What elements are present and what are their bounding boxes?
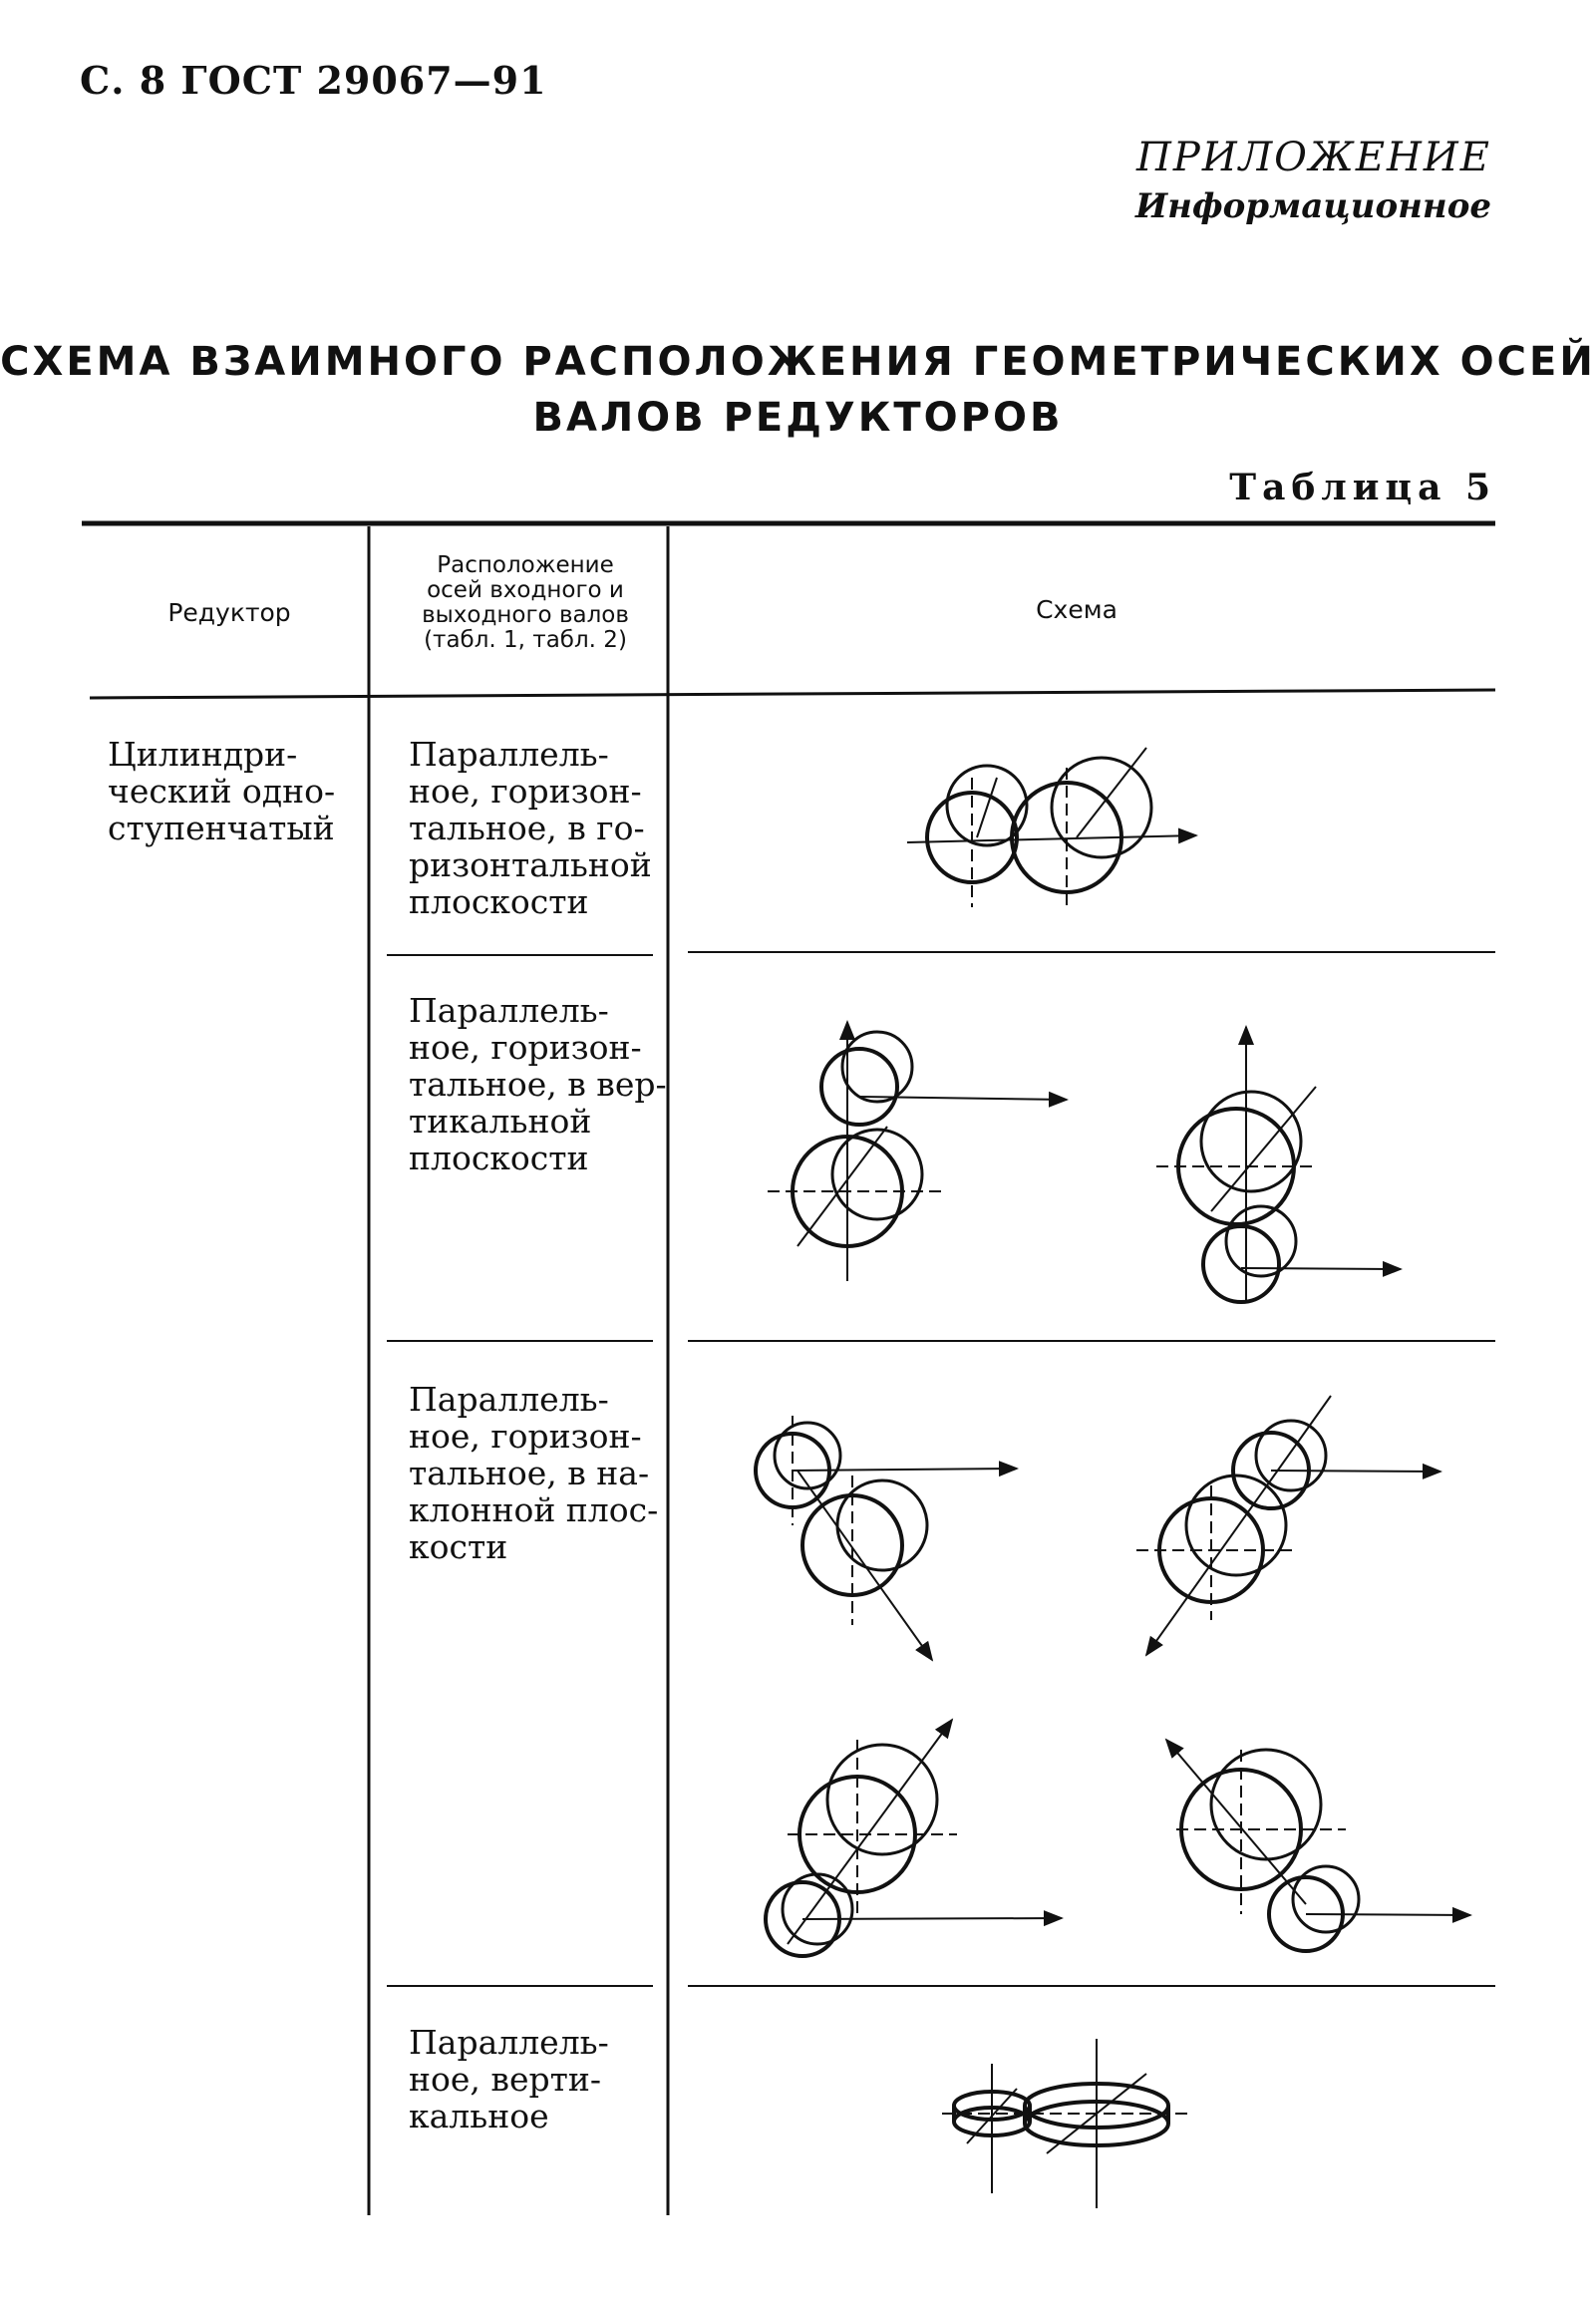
column-header-axes-line: осей входного и (427, 577, 624, 603)
reducer-type-line: Цилиндри- (108, 735, 298, 774)
scheme-inclined-plane-1 (756, 1416, 1017, 1660)
axes-line: ное, горизон- (409, 1417, 642, 1456)
axes-line: Параллель- (409, 1380, 609, 1419)
axes-line: кальное (409, 2097, 549, 2135)
axes-line: ризонтальной (409, 845, 652, 884)
appendix-subtitle: Информационное (1135, 186, 1491, 226)
scheme-inclined-plane-4 (1166, 1740, 1470, 1951)
axes-line: тальное, в го- (409, 809, 645, 847)
reducer-type-line: ступенчатый (108, 809, 335, 847)
axes-line: ное, горизон- (409, 772, 642, 811)
axes-line: плоскости (409, 1139, 589, 1177)
axes-line: ное, горизон- (409, 1028, 642, 1067)
column-header-axes-line: (табл. 1, табл. 2) (424, 627, 627, 653)
axes-line: Параллель- (409, 2023, 609, 2062)
scheme-vertical-axes (942, 2039, 1191, 2208)
scheme-inclined-plane-3 (766, 1720, 1062, 1956)
axes-line: плоскости (409, 882, 589, 921)
column-header-axes-line: Расположение (437, 552, 614, 578)
axes-line: кости (409, 1527, 508, 1566)
axes-line: Параллель- (409, 991, 609, 1030)
axes-line: клонной плос- (409, 1490, 659, 1529)
scheme-vertical-plane-left (768, 1022, 1067, 1281)
axes-line: тикальной (409, 1102, 592, 1141)
heading-line-2: ВАЛОВ РЕДУКТОРОВ (532, 395, 1064, 441)
heading-line-1: СХЕМА ВЗАИМНОГО РАСПОЛОЖЕНИЯ ГЕОМЕТРИЧЕСКИХ ОСЕЙ (0, 339, 1596, 385)
axes-line: тальное, в вер- (409, 1065, 667, 1104)
scheme-inclined-plane-2 (1136, 1396, 1440, 1655)
table-label: Таблица 5 (1229, 467, 1496, 508)
scheme-horizontal-plane (907, 748, 1196, 907)
page-number: С. 8 ГОСТ 29067—91 (80, 58, 547, 103)
appendix-title: ПРИЛОЖЕНИЕ (1136, 135, 1491, 180)
scheme-vertical-plane-right (1156, 1027, 1401, 1302)
reducer-type-line: ческий одно- (108, 772, 336, 811)
axes-line: ное, верти- (409, 2060, 602, 2099)
column-header-axes-line: выходного валов (422, 602, 629, 628)
axes-line: тальное, в на- (409, 1454, 650, 1492)
column-header-scheme: Схема (1036, 595, 1117, 624)
column-header-reducer: Редуктор (167, 598, 291, 627)
axes-line: Параллель- (409, 735, 609, 774)
